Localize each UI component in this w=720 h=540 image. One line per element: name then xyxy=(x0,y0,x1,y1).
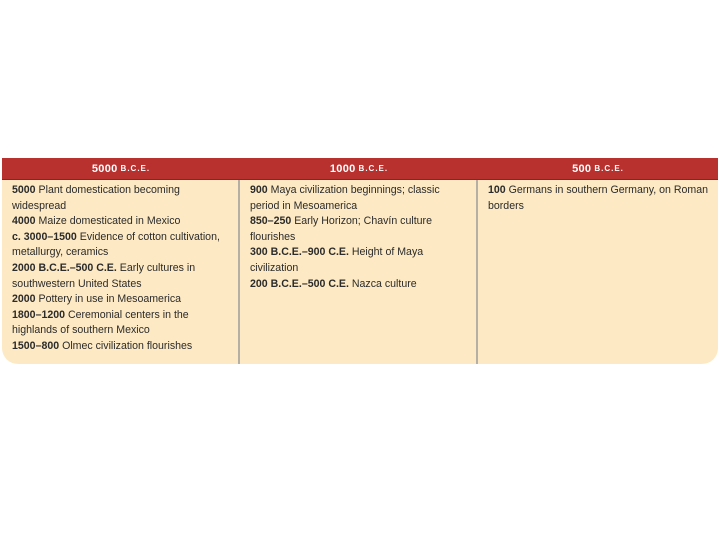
entry-year: 1500–800 xyxy=(12,339,60,352)
header-500-bce xyxy=(478,158,718,179)
timeline-entry xyxy=(12,230,232,261)
timeline-entry xyxy=(250,183,470,214)
entry-year: 900 xyxy=(250,184,268,196)
entry-year: 2000 xyxy=(12,293,36,306)
column-1000-bce xyxy=(240,180,478,364)
entry-text: Germans in southern Germany, on Roman borders xyxy=(488,184,709,212)
entry-text: Nazca culture xyxy=(348,277,417,290)
entry-text: Early Horizon; Chavín culture flourishes xyxy=(250,215,432,243)
entry-year: c. 3000–1500 xyxy=(12,230,77,243)
entry-text: Height of Maya civilization xyxy=(250,246,424,274)
entry-year: 1800–1200 xyxy=(12,308,66,321)
entry-year: 5000 xyxy=(12,184,36,196)
header-year: 1000 xyxy=(329,162,356,175)
timeline-entry xyxy=(250,245,470,276)
timeline-entry xyxy=(488,183,712,214)
timeline-body xyxy=(2,180,718,364)
header-year: 500 xyxy=(572,162,592,175)
timeline-table xyxy=(2,158,718,364)
header-5000-bce xyxy=(2,158,240,179)
timeline-entry xyxy=(12,183,232,214)
entry-text: Plant domestication becoming widespread xyxy=(12,184,180,212)
timeline-entry xyxy=(12,261,232,292)
header-year: 5000 xyxy=(91,162,118,175)
timeline-entry xyxy=(12,339,232,355)
timeline-entry xyxy=(12,292,232,308)
entry-year: 300 B.C.E.–900 C.E. xyxy=(250,246,349,259)
timeline-header xyxy=(2,158,718,180)
entry-text: Early cultures in southwestern United States xyxy=(12,261,196,290)
header-era: B.C.E. xyxy=(358,164,389,173)
column-5000-bce xyxy=(2,180,240,364)
timeline-entry xyxy=(250,277,470,293)
entry-year: 100 xyxy=(488,184,506,196)
entry-year: 2000 B.C.E.–500 C.E. xyxy=(12,261,117,274)
entry-year: 200 B.C.E.–500 C.E. xyxy=(250,277,349,290)
entry-text: Evidence of cotton cultivation, metallurgy, ceramics xyxy=(12,230,220,259)
header-1000-bce xyxy=(240,158,478,179)
header-era: B.C.E. xyxy=(120,164,151,173)
column-500-bce xyxy=(478,180,718,364)
entry-year: 4000 xyxy=(12,215,36,228)
timeline-entry xyxy=(12,308,232,339)
header-era: B.C.E. xyxy=(594,164,624,173)
entry-text: Pottery in use in Mesoamerica xyxy=(35,293,182,306)
entry-text: Ceremonial centers in the highlands of southern Mexico xyxy=(12,308,189,337)
entry-text: Olmec civilization flourishes xyxy=(59,339,193,352)
entry-text: Maya civilization beginnings; classic period in Mesoamerica xyxy=(250,184,440,212)
timeline-entry xyxy=(12,214,232,230)
entry-year: 850–250 xyxy=(250,215,292,228)
timeline-entry xyxy=(250,214,470,245)
entry-text: Maize domesticated in Mexico xyxy=(35,215,181,228)
